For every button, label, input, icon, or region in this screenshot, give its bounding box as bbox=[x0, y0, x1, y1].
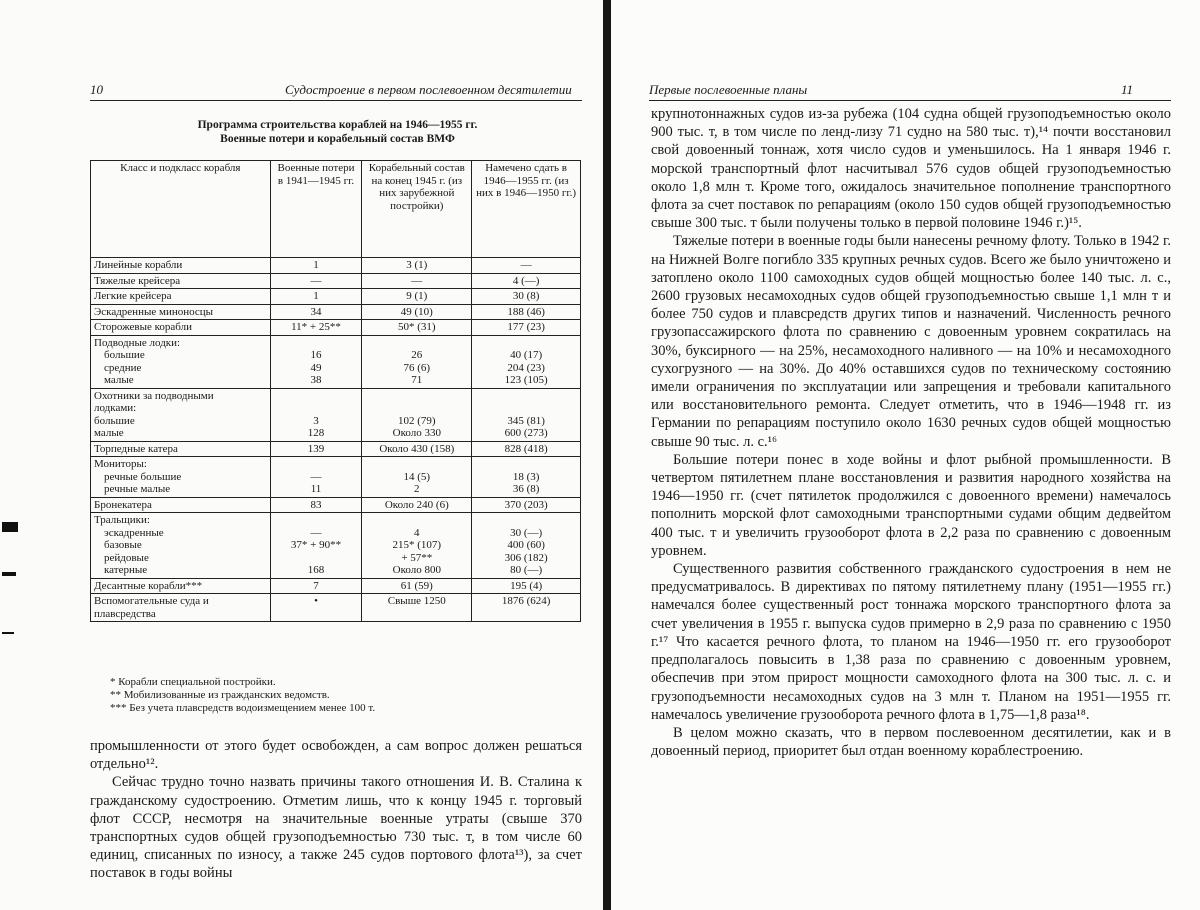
table-row bbox=[91, 457, 581, 498]
cell-line: 40 (17) bbox=[510, 349, 543, 361]
right-paragraph-3: Большие потери понес в ходе войны и флот рыбной промышленности. В четвертом пятилетнем плане восстановления и развития народного хозяйства на 1946—1950 гг. (счет пятилеток продолжился с довоенного времени) намечалось пополнить морской флот самоходными транспортными судами общим дедвейтом 400 тыс. т и увеличить грузооборот флота в 2,2 раза по сравнению с довоенным уровнем. bbox=[651, 451, 1171, 559]
cell-line bbox=[274, 514, 359, 527]
cell-line: Около 240 (6) bbox=[384, 498, 449, 511]
cell-line: 1876 (624) bbox=[501, 595, 551, 607]
right-paragraph-2: Тяжелые потери в военные годы были нанесены речному флоту. Только в 1942 г. на Нижней Волге погибло 335 крупных речных судов. Всего же было уничтожено и затоплено около 1100 самоходных судов общей мощностью более 140 тыс. л. с., 2600 грузовых несамоходных судов общей грузоподъемностью свыше 1,1 млн т и более 750 судов и плавсредств других типов и назначений. Численность речного грузопассажирского флота по сравнению с довоенным уровнем сократилась на 30%, буксирного — на 25%, несамоходного наливного — на 10% и несамоходного сухогрузного — на 30%. До 40% оставшихся судов по техническому состоянию имели ограничения по эксплуатации или запрещения и требовали капитального или восстановительного ремонта. Следует отметить, что в 1946—1948 гг. из Германии по репарациям поступило около 1630 речных судов общей мощностью свыше 90 тыс. л. с.¹⁶ bbox=[651, 233, 1171, 450]
left-page-number: 10 bbox=[90, 82, 103, 97]
cell-line: Линейные корабли bbox=[94, 259, 183, 271]
left-paragraph-2: Сейчас трудно точно назвать причины такого отношения И. В. Сталина к гражданскому судостроению. Отметим лишь, что к концу 1945 г. торговый флот СССР, несмотря на значительные военные утраты (свыше 370 транспортных судов общей грузоподъемностью 730 тыс. т, в том числе 60 единиц, списанных по износу, а также 245 судов портового флота¹³), за счет поставок в годы войны bbox=[90, 774, 582, 882]
fleet-cell bbox=[362, 304, 472, 320]
cell-line: 80 (—) bbox=[510, 564, 543, 576]
cell-line: 600 (273) bbox=[504, 427, 548, 439]
cell-line: 50* (31) bbox=[398, 321, 436, 333]
cell-line: 168 bbox=[307, 564, 325, 576]
cell-line bbox=[274, 337, 359, 350]
right-paragraph-4: Существенного развития собственного гражданского судостроения в нем не предусматривалось. В директивах по пятому пятилетнему плану (1951—1955 гг.) намечался более существенный рост тоннажа морского транспортного флота за счет увеличения в 1955 г. выпуска судов примерно в 2,9 раза по сравнению с 1950 г.¹⁷ Что касается речного флота, то планом на 1946—1950 гг. его грузооборот предполагалось повысить в 1,38 раза по сравнению с довоенным уровнем, обеспечив при этом прирост мощности самоходного флота на 300 тыс. л. с. и грузоподъемности несамоходных судов на 3 млн т. Планом на 1951—1955 гг. намечалось увеличение грузооборота речного флота в 1,75—1,8 раза¹⁸. bbox=[651, 561, 1171, 723]
cell-line: 4 (—) bbox=[512, 274, 540, 287]
table-header-losses: Военные потери в 1941—1945 гг. bbox=[270, 161, 362, 258]
plan-cell bbox=[472, 513, 581, 579]
cell-line: 61 (59) bbox=[400, 579, 433, 592]
cell-line: 30 (8) bbox=[512, 290, 540, 302]
class-cell bbox=[91, 594, 271, 622]
fleet-cell bbox=[362, 273, 472, 289]
cell-line: 139 bbox=[307, 442, 325, 455]
table-row bbox=[91, 335, 581, 388]
table-caption-line-2: Военные потери и корабельный состав ВМФ bbox=[220, 133, 455, 145]
table-row bbox=[91, 441, 581, 457]
losses-cell bbox=[270, 304, 362, 320]
cell-line: 9 (1) bbox=[406, 290, 428, 302]
right-paragraph-5: В целом можно сказать, что в первом послевоенном десятилетии, как и в довоенный период, приоритет был отдан военному кораблестроению. bbox=[651, 724, 1171, 760]
cell-line: Торпедные катера bbox=[94, 442, 178, 455]
cell-line: 123 (105) bbox=[504, 374, 548, 386]
fleet-cell bbox=[362, 497, 472, 513]
cell-line: 3 (1) bbox=[406, 259, 428, 271]
cell-line: 7 bbox=[313, 579, 319, 592]
right-running-head: Первые послевоенные планы bbox=[649, 82, 808, 97]
cell-line bbox=[475, 402, 577, 415]
right-body-text bbox=[651, 105, 1171, 760]
cell-line: 16 bbox=[310, 349, 322, 361]
class-cell bbox=[91, 304, 271, 320]
scan-margin-mark bbox=[2, 522, 18, 532]
plan-cell bbox=[472, 388, 581, 441]
table-row bbox=[91, 304, 581, 320]
left-header-rule bbox=[90, 100, 582, 101]
losses-cell bbox=[270, 273, 362, 289]
losses-cell bbox=[270, 594, 362, 622]
fleet-cell bbox=[362, 335, 472, 388]
cell-line bbox=[365, 337, 468, 350]
cell-line: 306 (182) bbox=[504, 551, 548, 564]
class-cell bbox=[91, 289, 271, 305]
cell-line bbox=[475, 458, 577, 471]
cell-line bbox=[274, 402, 359, 415]
plan-cell bbox=[472, 497, 581, 513]
plan-cell bbox=[472, 441, 581, 457]
cell-line: эскадренные bbox=[104, 526, 164, 539]
class-cell bbox=[91, 578, 271, 594]
fleet-cell bbox=[362, 320, 472, 336]
table-row bbox=[91, 273, 581, 289]
cell-line: рейдовые bbox=[104, 551, 149, 564]
cell-line: Подводные лодки: bbox=[94, 336, 181, 349]
cell-line bbox=[365, 514, 468, 527]
cell-line: 3 bbox=[313, 414, 319, 427]
cell-line: 49 bbox=[310, 361, 322, 374]
class-cell bbox=[91, 320, 271, 336]
cell-line: 370 (203) bbox=[504, 498, 548, 511]
losses-cell bbox=[270, 513, 362, 579]
fleet-cell bbox=[362, 513, 472, 579]
table-row bbox=[91, 289, 581, 305]
cell-line bbox=[274, 552, 359, 565]
book-gutter bbox=[603, 0, 611, 910]
fleet-cell bbox=[362, 457, 472, 498]
footnote-2: ** Мобилизованные из гражданских ведомств. bbox=[110, 689, 330, 701]
footnote-1: * Корабли специальной постройки. bbox=[110, 676, 276, 688]
cell-line: 26 bbox=[411, 349, 423, 361]
cell-line: 1 bbox=[313, 290, 319, 302]
cell-line: — bbox=[310, 470, 322, 483]
table-row bbox=[91, 258, 581, 274]
table-row bbox=[91, 320, 581, 336]
right-page-number: 11 bbox=[1121, 82, 1134, 97]
cell-line bbox=[475, 514, 577, 527]
footnote-3: *** Без учета плавсредств водоизмещением менее 100 т. bbox=[110, 702, 376, 714]
table-header-class: Класс и подкласс корабля bbox=[91, 161, 271, 258]
table-row bbox=[91, 513, 581, 579]
losses-cell bbox=[270, 497, 362, 513]
table-header-fleet: Корабельный состав на конец 1945 г. (из них зарубежной постройки) bbox=[362, 161, 472, 258]
cell-line: 14 (5) bbox=[403, 470, 431, 483]
cell-line: 71 bbox=[411, 374, 423, 386]
cell-line: Свыше 1250 bbox=[387, 595, 446, 607]
table-header-plan: Намечено сдать в 1946—1955 гг. (из них в 1946—1950 гг.) bbox=[472, 161, 581, 258]
right-page bbox=[611, 0, 1200, 910]
right-paragraph-1: крупнотоннажных судов из-за рубежа (104 судна общей грузоподъемностью около 900 тыс. т, в том числе по ленд-лизу 71 судно на 580 тыс. т),¹⁴ почти восстановил свой довоенный тоннаж, хотя число судов и уменьшилось. На 1 января 1946 г. морской транспортный флот насчитывал 576 судов общей грузоподъемностью около 1,8 млн т. Кроме того, ожидалось значительное пополнение транспортного флота за счет поставок по репарациям (около 150 судов общей грузоподъемностью свыше 300 тыс. т были получены только в первой половине 1946 г.)¹⁵. bbox=[651, 106, 1171, 232]
cell-line: лодками: bbox=[94, 402, 137, 414]
cell-line: Тяжелые крейсера bbox=[94, 274, 181, 287]
table-row bbox=[91, 578, 581, 594]
plan-cell bbox=[472, 273, 581, 289]
fleet-cell bbox=[362, 578, 472, 594]
left-paragraph-1: промышленности от этого будет освобожден, а сам вопрос должен решаться отдельно¹². bbox=[90, 738, 582, 773]
cell-line: Сторожевые корабли bbox=[94, 321, 193, 333]
cell-line: 828 (418) bbox=[504, 442, 548, 455]
cell-line: большие bbox=[104, 349, 145, 361]
class-cell bbox=[91, 497, 271, 513]
cell-line: 18 (3) bbox=[512, 470, 540, 483]
cell-line: 128 bbox=[307, 427, 325, 439]
plan-cell bbox=[472, 258, 581, 274]
cell-line: Около 330 bbox=[392, 427, 441, 439]
cell-line: малые bbox=[104, 374, 134, 386]
cell-line bbox=[365, 402, 468, 415]
cell-line: 83 bbox=[310, 498, 322, 511]
table-header-row bbox=[91, 161, 581, 258]
cell-line: плавсредства bbox=[94, 607, 156, 620]
cell-line: Мониторы: bbox=[94, 458, 147, 470]
shipbuilding-program-table bbox=[90, 160, 581, 622]
left-body-text bbox=[90, 737, 582, 883]
cell-line: + 57** bbox=[401, 551, 433, 564]
cell-line: речные большие bbox=[104, 470, 182, 483]
table-footnotes bbox=[110, 676, 375, 715]
cell-line: 204 (23) bbox=[507, 361, 545, 374]
cell-line bbox=[274, 458, 359, 471]
cell-line: 400 (60) bbox=[507, 539, 545, 551]
cell-line: большие bbox=[94, 414, 135, 427]
cell-line: Около 430 (158) bbox=[379, 442, 455, 455]
fleet-cell bbox=[362, 594, 472, 622]
cell-line bbox=[274, 390, 359, 403]
scan-margin-mark bbox=[2, 572, 16, 576]
cell-line: — bbox=[520, 259, 532, 271]
left-running-head: Судостроение в первом послевоенном десятилетии bbox=[285, 82, 572, 97]
plan-cell bbox=[472, 578, 581, 594]
plan-cell bbox=[472, 289, 581, 305]
class-cell bbox=[91, 258, 271, 274]
cell-line: 36 (8) bbox=[512, 483, 540, 495]
cell-line: Около 800 bbox=[392, 564, 441, 576]
losses-cell bbox=[270, 335, 362, 388]
cell-line bbox=[365, 458, 468, 471]
plan-cell bbox=[472, 335, 581, 388]
table-row bbox=[91, 594, 581, 622]
cell-line: 102 (79) bbox=[398, 414, 436, 427]
cell-line: 215* (107) bbox=[392, 539, 442, 551]
cell-line: малые bbox=[94, 427, 124, 439]
cell-line: речные малые bbox=[104, 483, 171, 495]
table-row bbox=[91, 497, 581, 513]
plan-cell bbox=[472, 457, 581, 498]
cell-line: Десантные корабли*** bbox=[94, 579, 203, 592]
cell-line: 345 (81) bbox=[507, 414, 545, 427]
cell-line: 4 bbox=[414, 526, 420, 539]
class-cell bbox=[91, 335, 271, 388]
plan-cell bbox=[472, 320, 581, 336]
losses-cell bbox=[270, 457, 362, 498]
cell-line: 2 bbox=[414, 483, 420, 495]
losses-cell bbox=[270, 289, 362, 305]
cell-line: — bbox=[411, 274, 423, 287]
cell-line: Вспомогательные суда и bbox=[94, 595, 209, 607]
class-cell bbox=[91, 273, 271, 289]
cell-line: — bbox=[310, 274, 322, 287]
cell-line: Бронекатера bbox=[94, 498, 152, 511]
losses-cell bbox=[270, 320, 362, 336]
cell-line bbox=[475, 390, 577, 403]
losses-cell bbox=[270, 258, 362, 274]
class-cell bbox=[91, 457, 271, 498]
plan-cell bbox=[472, 304, 581, 320]
losses-cell bbox=[270, 578, 362, 594]
right-header-rule bbox=[649, 100, 1171, 101]
cell-line: 195 (4) bbox=[510, 579, 543, 592]
cell-line: 1 bbox=[313, 259, 319, 271]
cell-line: 11* + 25** bbox=[291, 321, 341, 333]
cell-line bbox=[475, 337, 577, 350]
cell-line: 11 bbox=[310, 483, 322, 495]
cell-line: 177 (23) bbox=[507, 321, 545, 333]
cell-line: Охотники за подводными bbox=[94, 389, 214, 402]
cell-line: 38 bbox=[310, 374, 322, 386]
table-row bbox=[91, 388, 581, 441]
cell-line: катерные bbox=[104, 564, 148, 576]
cell-line: 188 (46) bbox=[507, 305, 545, 318]
cell-line: Эскадренные миноносцы bbox=[94, 305, 214, 318]
cell-line: • bbox=[314, 595, 318, 607]
scan-margin-mark bbox=[2, 632, 14, 634]
cell-line: 76 (6) bbox=[403, 361, 431, 374]
class-cell bbox=[91, 441, 271, 457]
cell-line: 49 (10) bbox=[400, 305, 433, 318]
cell-line: базовые bbox=[104, 539, 142, 551]
fleet-cell bbox=[362, 289, 472, 305]
losses-cell bbox=[270, 441, 362, 457]
table-body bbox=[91, 258, 581, 622]
cell-line: — bbox=[310, 526, 322, 539]
cell-line: средние bbox=[104, 361, 142, 374]
cell-line: Тральщики: bbox=[94, 514, 150, 526]
cell-line: 30 (—) bbox=[510, 526, 543, 539]
fleet-cell bbox=[362, 441, 472, 457]
fleet-cell bbox=[362, 258, 472, 274]
fleet-cell bbox=[362, 388, 472, 441]
cell-line: 37* + 90** bbox=[290, 539, 342, 551]
losses-cell bbox=[270, 388, 362, 441]
table-caption bbox=[90, 118, 585, 146]
plan-cell bbox=[472, 594, 581, 622]
class-cell bbox=[91, 513, 271, 579]
class-cell bbox=[91, 388, 271, 441]
table-caption-line-1: Программа строительства кораблей на 1946—1955 гг. bbox=[197, 119, 478, 131]
cell-line: Легкие крейсера bbox=[94, 290, 172, 302]
cell-line: 34 bbox=[310, 305, 322, 318]
cell-line bbox=[365, 390, 468, 403]
